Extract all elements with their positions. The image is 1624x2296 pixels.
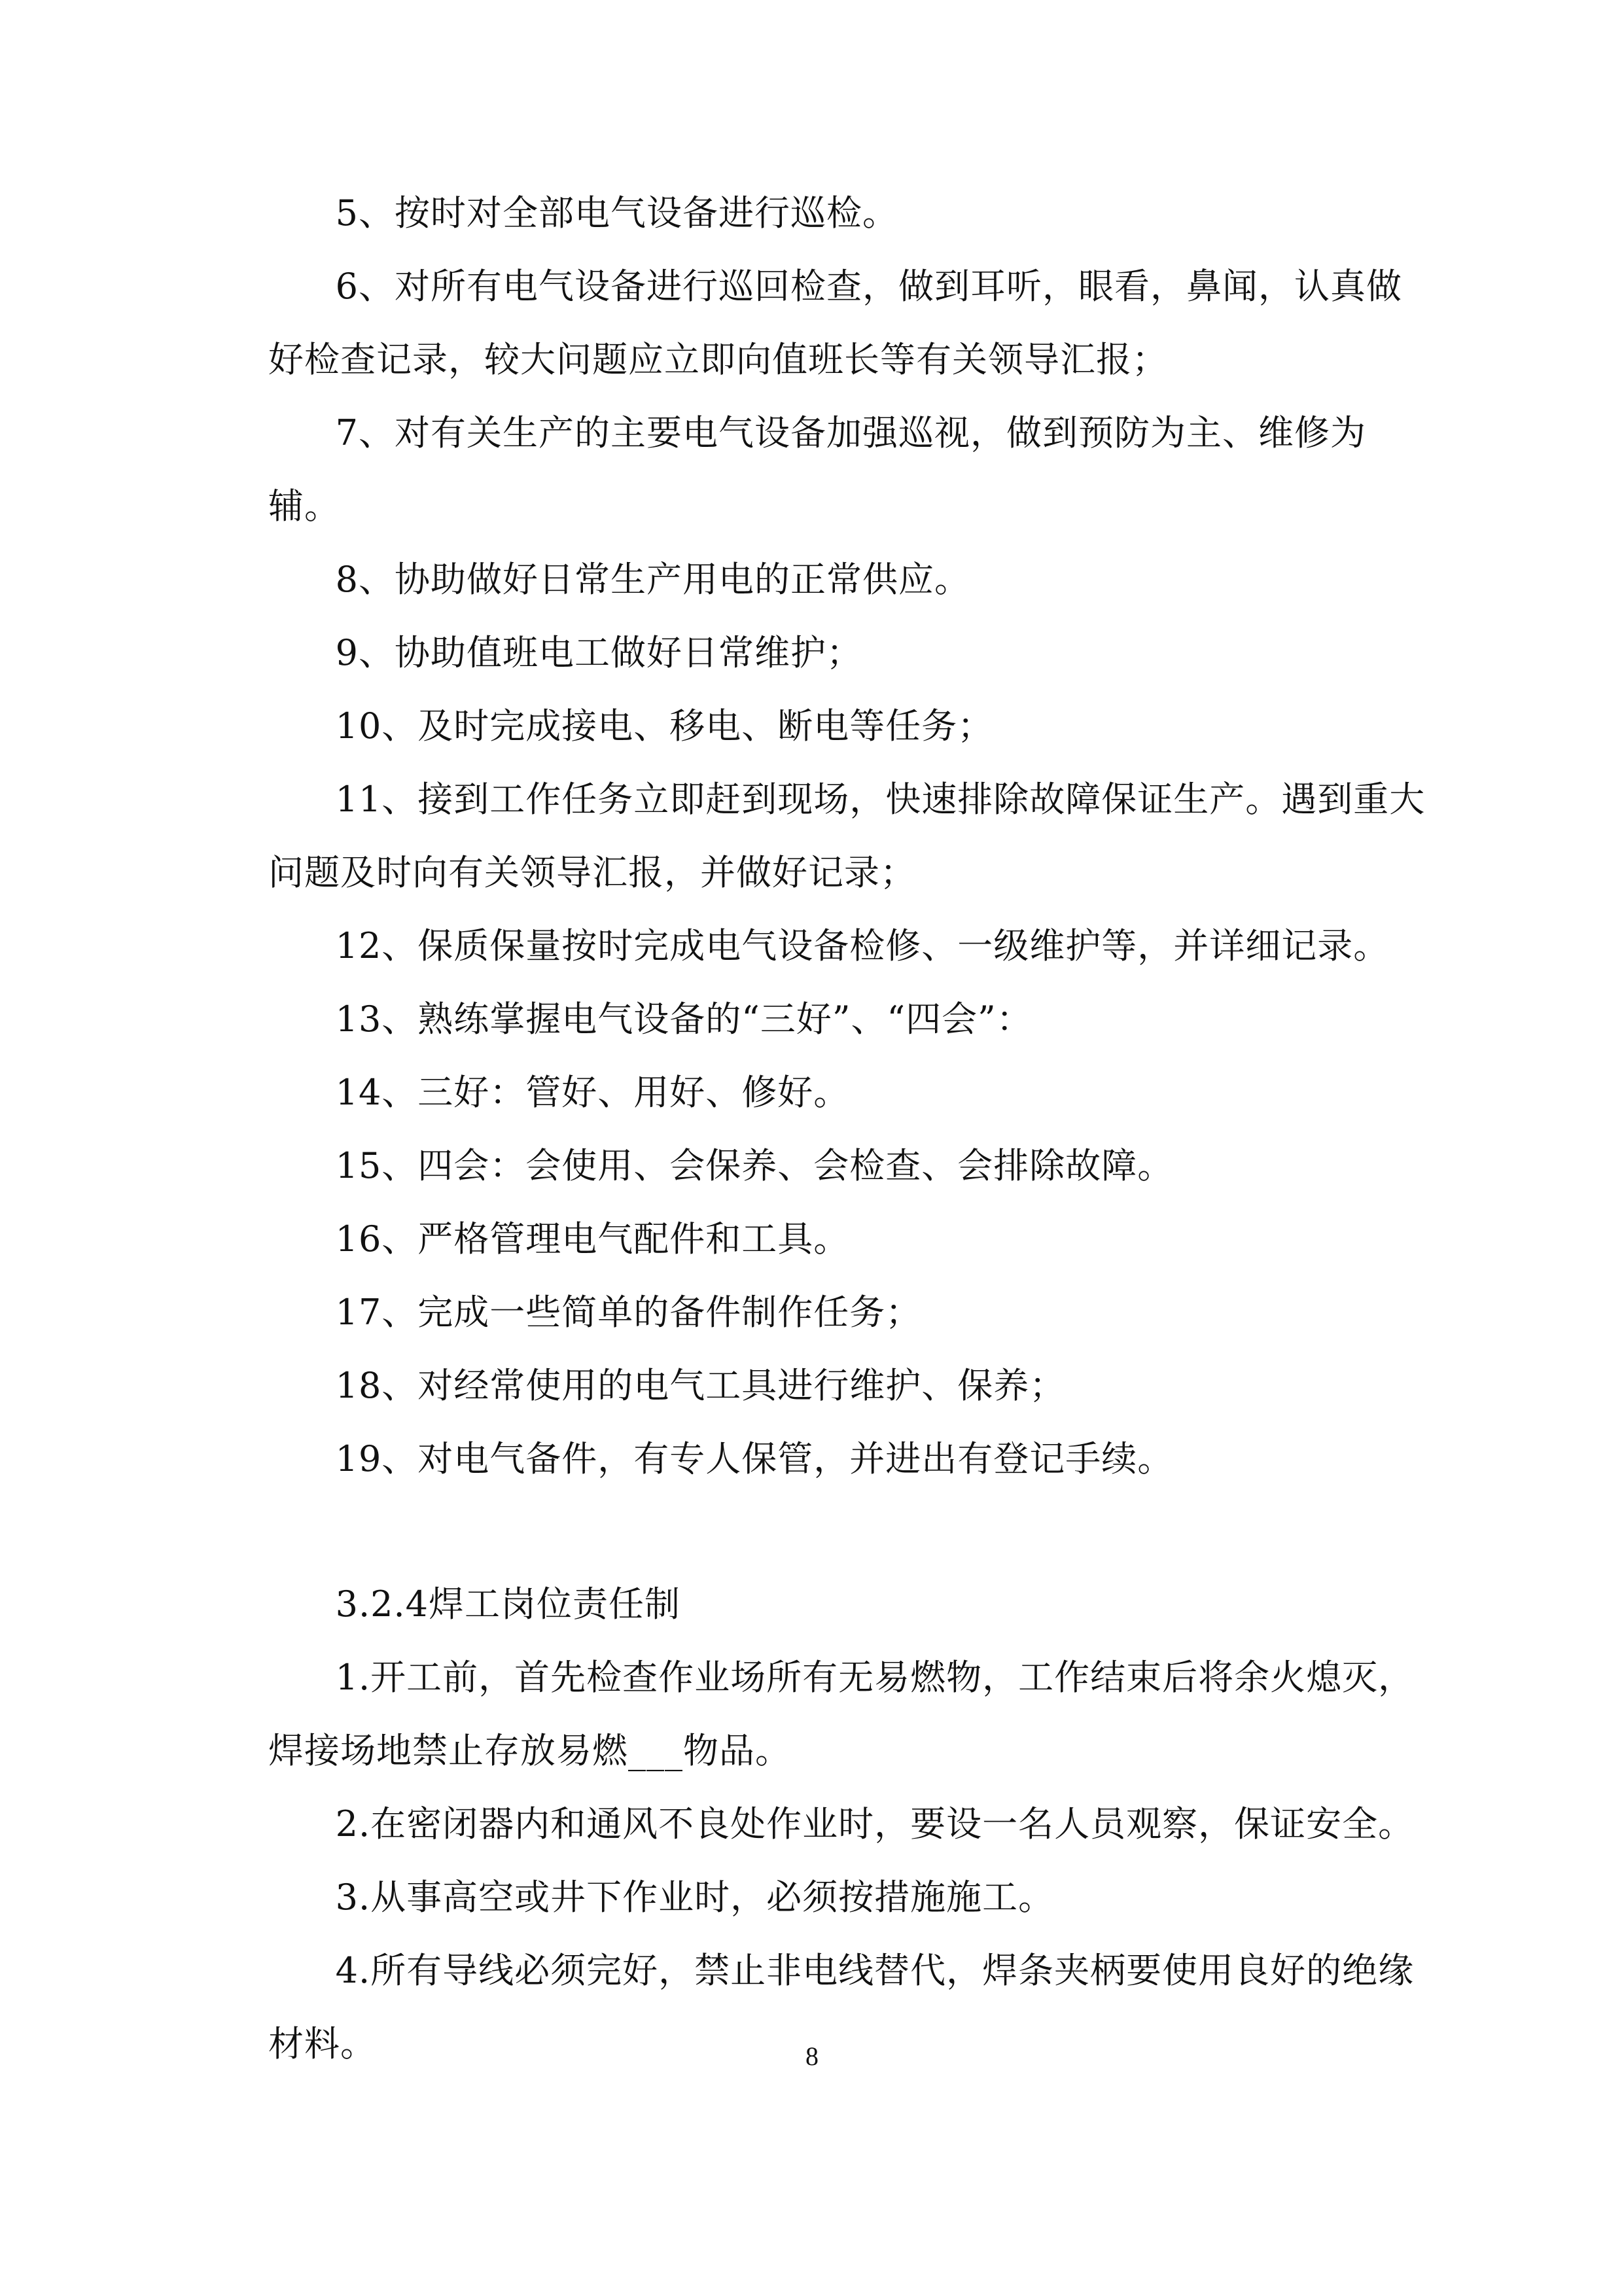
list-item: 14、三好：管好、用好、修好。 [335,1072,850,1113]
list-item: 6、对所有电气设备进行巡回检查，做到耳听，眼看，鼻闻，认真做好检查记录，较大问题应立即向值班长等有关领导汇报； [268,266,1402,380]
list-item: 12、保质保量按时完成电气设备检修、一级维护等，并详细记录。 [335,925,1390,966]
list-item: 4.所有导线必须完好，禁止非电线替代，焊条夹柄要使用良好的绝缘材料。 [268,1950,1415,2064]
list-item: 5、按时对全部电气设备进行巡检。 [335,192,898,234]
list-item: 9、协助值班电工做好日常维护； [335,632,862,673]
list-item: 16、严格管理电气配件和工具。 [335,1218,850,1260]
list-item: 15、四会：会使用、会保养、会检查、会排除故障。 [335,1145,1174,1186]
list-item: 17、完成一些简单的备件制作任务； [335,1292,922,1333]
list-item: 18、对经常使用的电气工具进行维护、保养； [335,1365,1066,1406]
list-item: 10、及时完成接电、移电、断电等任务； [335,705,994,747]
list-item: 2.在密闭器内和通风不良处作业时，要设一名人员观察，保证安全。 [335,1803,1415,1845]
list-item: 19、对电气备件，有专人保管，并进出有登记手续。 [335,1438,1174,1479]
list-item: 11、接到工作任务立即赶到现场，快速排除故障保证生产。遇到重大问题及时向有关领导汇报，并做好记录； [268,779,1426,893]
section-heading: 3.2.4焊工岗位责任制 [335,1583,680,1625]
list-item: 13、熟练掌握电气设备的“三好”、“四会”： [335,998,1033,1040]
document-body [268,177,1433,2081]
list-item: 3.从事高空或井下作业时，必须按措施施工。 [335,1877,1055,1918]
list-item: 8、协助做好日常生产用电的正常供应。 [335,559,970,600]
list-item: 7、对有关生产的主要电气设备加强巡视，做到预防为主、维修为辅。 [268,412,1366,527]
list-item: 1.开工前，首先检查作业场所有无易燃物，工作结束后将余火熄灭，焊接场地禁止存放易燃___物品。 [268,1657,1415,1771]
section-spacer [268,1496,1433,1568]
page-number: 8 [805,2041,819,2071]
